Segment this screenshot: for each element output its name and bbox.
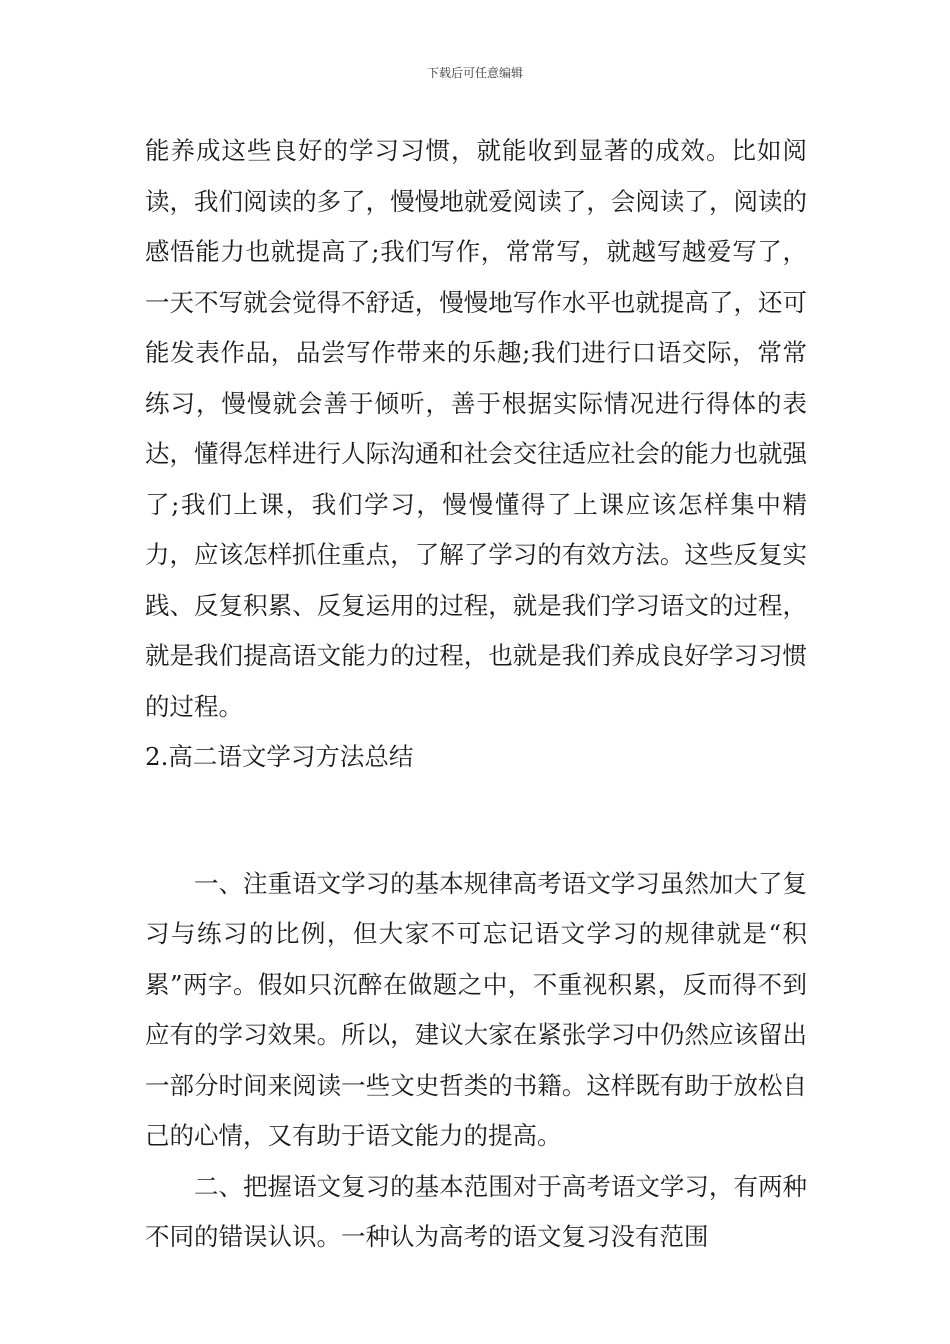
- paragraph-point-one: 一、注重语文学习的基本规律高考语文学习虽然加大了复习与练习的比例，但大家不可忘记语文学习的规律就是“积累”两字。假如只沉醉在做题之中，不重视积累，反而得不到应有的学习效果。所以，建议大家在紧张学习中仍然应该留出一部分时间来阅读一些文史哲类的书籍。这样既有助于放松自己的心情，又有助于语文能力的提高。: [145, 868, 807, 1150]
- paragraph-habits: 能养成这些良好的学习习惯，就能收到显著的成效。比如阅读，我们阅读的多了，慢慢地就爱阅读了，会阅读了，阅读的感悟能力也就提高了;我们写作，常常写，就越写越爱写了，一天不写就会觉得不舒适，慢慢地写作水平也就提高了，还可能发表作品，品尝写作带来的乐趣;我们进行口语交际，常常练习，慢慢就会善于倾听，善于根据实际情况进行得体的表达，懂得怎样进行人际沟通和社会交往适应社会的能力也就强了;我们上课，我们学习，慢慢懂得了上课应该怎样集中精力，应该怎样抓住重点，了解了学习的有效方法。这些反复实践、反复积累、反复运用的过程，就是我们学习语文的过程，就是我们提高语文能力的过程，也就是我们养成良好学习习惯的过程。: [145, 136, 807, 721]
- document-body: [145, 126, 807, 1263]
- spacer: [145, 783, 807, 859]
- page-header: 下载后可任意编辑: [426, 66, 523, 80]
- paragraph-point-two: 二、把握语文复习的基本范围对于高考语文学习，有两种不同的错误认识。一种认为高考的语文复习没有范围: [145, 1171, 807, 1251]
- section-heading: 2.高二语文学习方法总结: [145, 742, 414, 771]
